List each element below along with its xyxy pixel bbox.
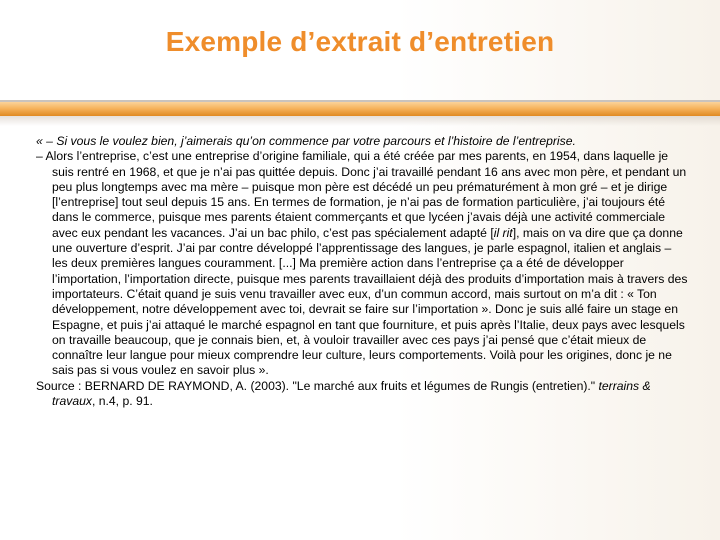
interview-excerpt [36, 134, 690, 409]
interview-question: « – Si vous le voulez bien, j’aimerais qu’on commence par votre parcours et l’histoire de l’entreprise. [36, 134, 576, 148]
source-citation [36, 379, 690, 410]
source-journal-title: terrains & travaux [52, 378, 651, 409]
slide-title: Exemple d’extrait d’entretien [165, 26, 555, 57]
answer-stage-direction: il rit [493, 225, 513, 240]
title-divider-band [0, 102, 720, 116]
source-citation-prefix: Source : BERNARD DE RAYMOND, A. (2003). "Le marché aux fruits et légumes de Rungis (entretien)." [36, 378, 599, 393]
title-divider-shadow [0, 116, 720, 126]
answer-text-part2: ], mais on va dire que ça donne une ouverture d’esprit. J’ai par contre développé l’apprentissage des langues, je parle espagnol, italien et anglais – les deux premières langues couramment. [...] Ma première action dans l’entreprise ça a été de développer l’importation, l’importation directe, puisque mes parents travaillaient déjà des produits d’importation mais à travers des importateurs. C’était quand je suis venu travailler avec eux, d’un commun accord, mais surtout on m’a dit : « Ton développement, notre développement avec toi, devrait se faire sur l’importation ». Donc je suis allé faire un stage en Espagne, et puis j’ai attaqué le marché espagnol en tant que fourniture, et puis après l’Italie, deux pays avec lesquels on travaille beaucoup, que je connais bien, et, à vouloir travailler avec ces pays j’ai pensé que c’était mieux de connaître leur langue pour mieux comprendre leur culture, leurs comportements. Voilà pour les origines, donc je ne sais pas si vous voulez en savoir plus ». [52, 225, 688, 378]
answer-text-part1: – Alors l’entreprise, c’est une entreprise d’origine familiale, qui a été créée par mes parents, en 1954, dans laquelle je suis rentré en 1968, et que je n’ai pas quittée depuis. Donc j’ai travaillé pendant 16 ans avec mon père, et pendant un peu plus longtemps avec ma mère – puisque mon père est décédé un peu prématurément à mon gré – et je dirige [l’entreprise] tout seul depuis 15 ans. En termes de formation, je n’ai pas de formation particulière, j’ai toujours été dans le commerce, puisque mes parents étaient commerçants et que lycéen j’avais déjà une activité commerciale avec eux pendant les vacances. J’ai un bac philo, c’est pas spécialement adapté [ [36, 149, 687, 240]
interview-answer [36, 149, 690, 378]
source-citation-suffix: , n.4, p. 91. [91, 394, 153, 409]
